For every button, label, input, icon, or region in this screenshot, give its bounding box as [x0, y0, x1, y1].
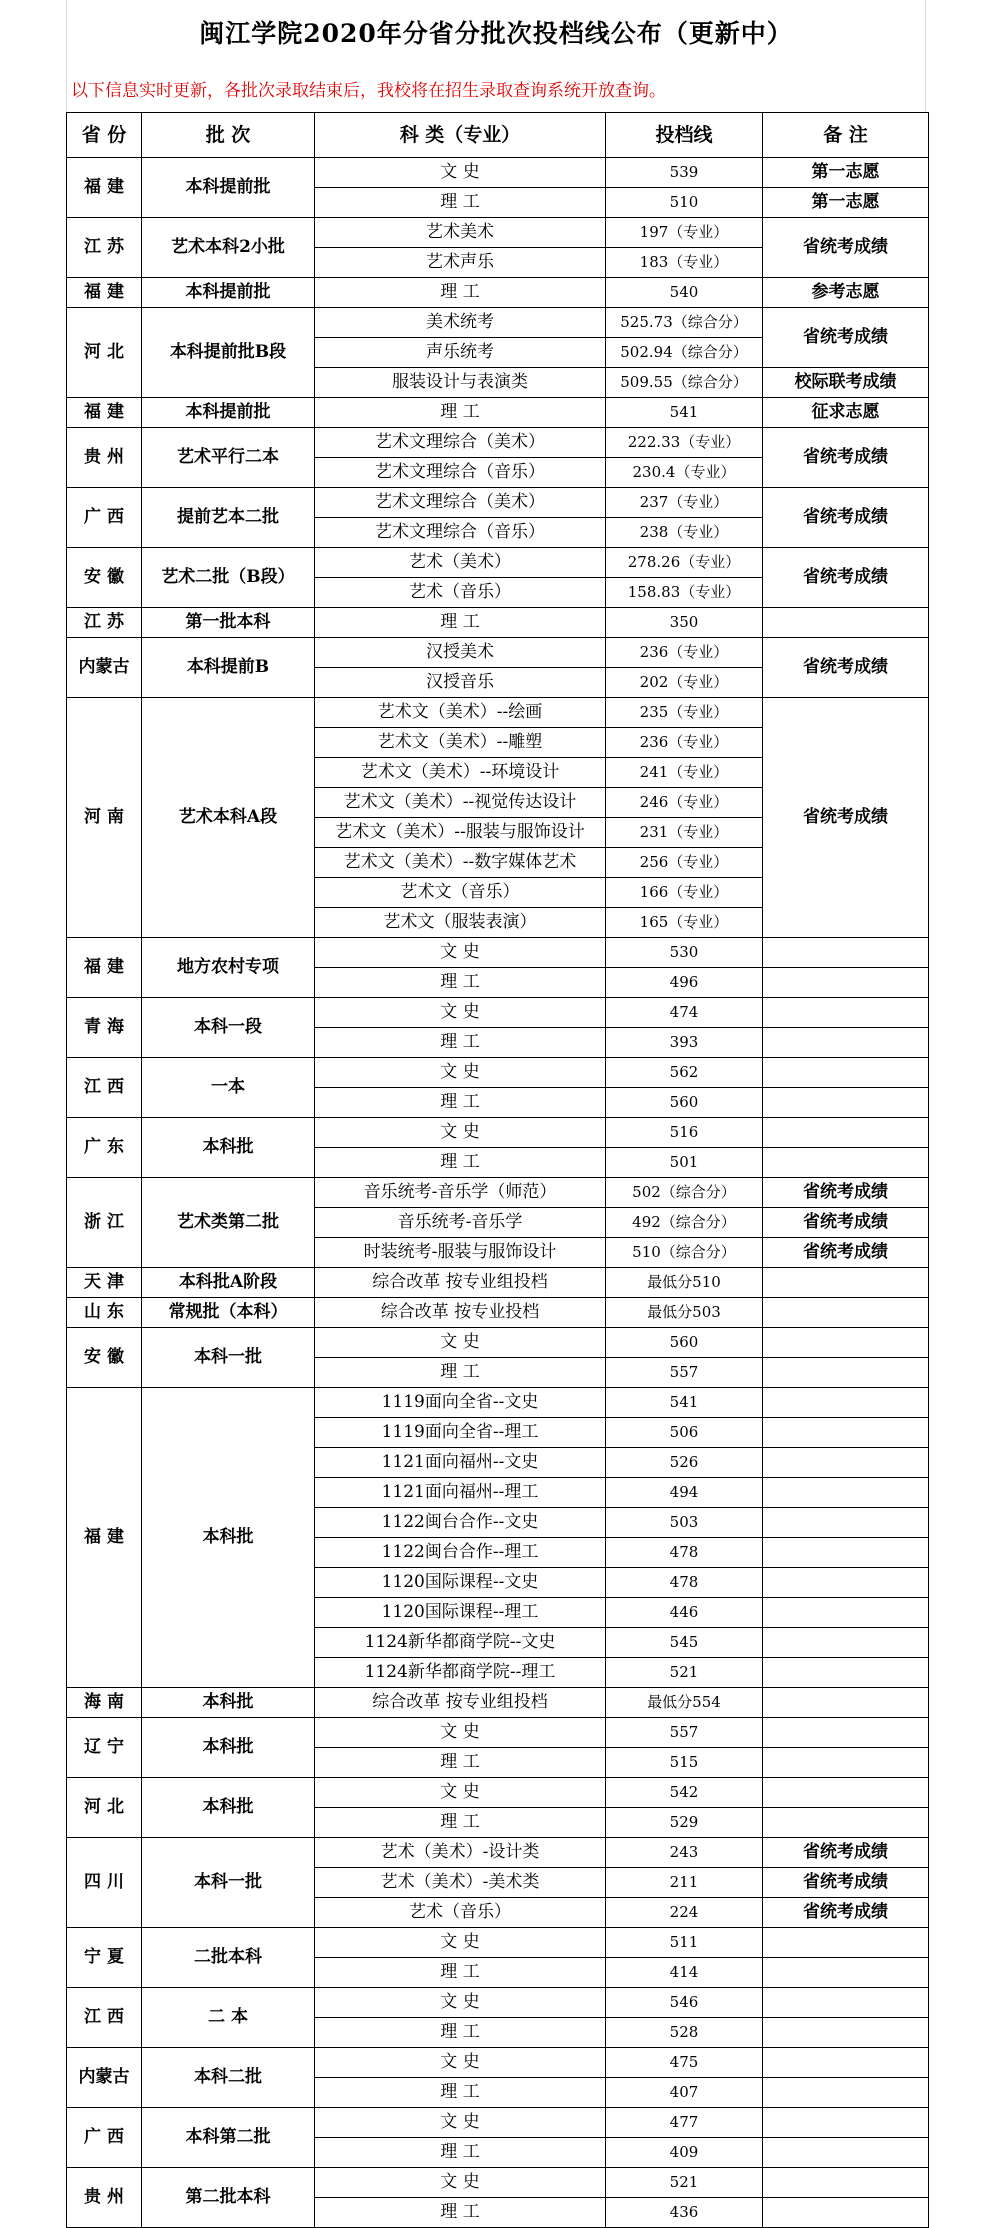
subject-cell: 汉授美术 [315, 638, 606, 668]
remark-cell [763, 998, 929, 1028]
score-cell: 222.33（专业） [606, 428, 763, 458]
batch-cell: 二 本 [142, 1988, 315, 2048]
subject-cell: 理 工 [315, 608, 606, 638]
subject-cell: 1122闽台合作--理工 [315, 1538, 606, 1568]
score-cell: 528 [606, 2018, 763, 2048]
table-row [67, 608, 929, 638]
score-cell: 557 [606, 1358, 763, 1388]
table-row [67, 308, 929, 338]
score-cell: 236（专业） [606, 638, 763, 668]
province-cell: 浙 江 [67, 1178, 142, 1268]
subject-cell: 理 工 [315, 968, 606, 998]
subject-cell: 艺术文（美术）--服装与服饰设计 [315, 818, 606, 848]
header-batch: 批 次 [142, 113, 315, 158]
batch-cell: 本科提前批 [142, 278, 315, 308]
remark-cell [763, 2138, 929, 2168]
batch-cell: 艺术本科2小批 [142, 218, 315, 278]
score-cell: 241（专业） [606, 758, 763, 788]
subject-cell: 文 史 [315, 1718, 606, 1748]
table-row [67, 1268, 929, 1298]
subject-cell: 理 工 [315, 278, 606, 308]
subject-cell: 理 工 [315, 1958, 606, 1988]
subject-cell: 理 工 [315, 1088, 606, 1118]
remark-cell: 第一志愿 [763, 158, 929, 188]
score-cell: 501 [606, 1148, 763, 1178]
subject-cell: 文 史 [315, 1118, 606, 1148]
score-cell: 243 [606, 1838, 763, 1868]
subject-cell: 1120国际课程--文史 [315, 1568, 606, 1598]
score-cell: 529 [606, 1808, 763, 1838]
subject-cell: 理 工 [315, 2138, 606, 2168]
remark-cell: 省统考成绩 [763, 638, 929, 698]
update-notice: 以下信息实时更新，各批次录取结束后，我校将在招生录取查询系统开放查询。 [66, 64, 926, 112]
subject-cell: 文 史 [315, 2168, 606, 2198]
province-cell: 江 西 [67, 1988, 142, 2048]
subject-cell: 1121面向福州--理工 [315, 1478, 606, 1508]
table-row [67, 1688, 929, 1718]
subject-cell: 理 工 [315, 2198, 606, 2228]
remark-cell [763, 1058, 929, 1088]
remark-cell: 校际联考成绩 [763, 368, 929, 398]
batch-cell: 艺术本科A段 [142, 698, 315, 938]
subject-cell: 理 工 [315, 1358, 606, 1388]
remark-cell [763, 1778, 929, 1808]
header-score: 投档线 [606, 113, 763, 158]
batch-cell: 本科一批 [142, 1838, 315, 1928]
subject-cell: 1121面向福州--文史 [315, 1448, 606, 1478]
province-cell: 江 苏 [67, 608, 142, 638]
score-cell: 202（专业） [606, 668, 763, 698]
table-row [67, 488, 929, 518]
score-cell: 541 [606, 1388, 763, 1418]
remark-cell [763, 2108, 929, 2138]
batch-cell: 本科批 [142, 1118, 315, 1178]
remark-cell [763, 1628, 929, 1658]
remark-cell [763, 1508, 929, 1538]
subject-cell: 文 史 [315, 158, 606, 188]
subject-cell: 理 工 [315, 2018, 606, 2048]
province-cell: 河 北 [67, 1778, 142, 1838]
remark-cell [763, 1118, 929, 1148]
score-cell: 165（专业） [606, 908, 763, 938]
score-cell: 546 [606, 1988, 763, 2018]
remark-cell [763, 1388, 929, 1418]
remark-cell [763, 1718, 929, 1748]
subject-cell: 艺术文（美术）--视觉传达设计 [315, 788, 606, 818]
remark-cell [763, 968, 929, 998]
score-cell: 最低分510 [606, 1268, 763, 1298]
province-cell: 青 海 [67, 998, 142, 1058]
score-cell: 158.83（专业） [606, 578, 763, 608]
subject-cell: 综合改革 按专业投档 [315, 1298, 606, 1328]
batch-cell: 本科第二批 [142, 2108, 315, 2168]
score-cell: 496 [606, 968, 763, 998]
admission-score-table [66, 112, 929, 2228]
subject-cell: 1119面向全省--文史 [315, 1388, 606, 1418]
province-cell: 内蒙古 [67, 2048, 142, 2108]
remark-cell: 省统考成绩 [763, 698, 929, 938]
table-row [67, 428, 929, 458]
batch-cell: 艺术平行二本 [142, 428, 315, 488]
score-cell: 最低分554 [606, 1688, 763, 1718]
score-cell: 560 [606, 1328, 763, 1358]
table-row [67, 398, 929, 428]
score-cell: 478 [606, 1568, 763, 1598]
subject-cell: 理 工 [315, 398, 606, 428]
score-cell: 238（专业） [606, 518, 763, 548]
score-cell: 211 [606, 1868, 763, 1898]
remark-cell [763, 1148, 929, 1178]
subject-cell: 文 史 [315, 2108, 606, 2138]
table-row [67, 1778, 929, 1808]
province-cell: 山 东 [67, 1298, 142, 1328]
batch-cell: 本科批 [142, 1388, 315, 1688]
subject-cell: 艺术（美术） [315, 548, 606, 578]
subject-cell: 艺术文理综合（美术） [315, 428, 606, 458]
remark-cell [763, 1268, 929, 1298]
score-cell: 350 [606, 608, 763, 638]
province-cell: 安 徽 [67, 1328, 142, 1388]
remark-cell [763, 1418, 929, 1448]
batch-cell: 本科提前批B段 [142, 308, 315, 398]
page-title: 闽江学院2020年分省分批次投档线公布（更新中） [66, 0, 926, 64]
score-cell: 545 [606, 1628, 763, 1658]
batch-cell: 本科二批 [142, 2048, 315, 2108]
score-cell: 502.94（综合分） [606, 338, 763, 368]
score-cell: 407 [606, 2078, 763, 2108]
header-subject: 科 类（专业） [315, 113, 606, 158]
score-cell: 436 [606, 2198, 763, 2228]
header-province: 省 份 [67, 113, 142, 158]
score-cell: 235（专业） [606, 698, 763, 728]
subject-cell: 艺术声乐 [315, 248, 606, 278]
province-cell: 福 建 [67, 278, 142, 308]
remark-cell: 省统考成绩 [763, 1208, 929, 1238]
province-cell: 福 建 [67, 398, 142, 428]
batch-cell: 第二批本科 [142, 2168, 315, 2228]
score-cell: 510（综合分） [606, 1238, 763, 1268]
remark-cell [763, 1568, 929, 1598]
remark-cell: 参考志愿 [763, 278, 929, 308]
batch-cell: 一本 [142, 1058, 315, 1118]
score-cell: 542 [606, 1778, 763, 1808]
table-row [67, 1298, 929, 1328]
subject-cell: 音乐统考-音乐学 [315, 1208, 606, 1238]
subject-cell: 综合改革 按专业组投档 [315, 1268, 606, 1298]
table-row [67, 1058, 929, 1088]
score-cell: 475 [606, 2048, 763, 2078]
remark-cell: 省统考成绩 [763, 308, 929, 368]
remark-cell: 省统考成绩 [763, 1898, 929, 1928]
score-cell: 224 [606, 1898, 763, 1928]
score-cell: 393 [606, 1028, 763, 1058]
subject-cell: 1124新华都商学院--文史 [315, 1628, 606, 1658]
batch-cell: 本科提前B [142, 638, 315, 698]
batch-cell: 地方农村专项 [142, 938, 315, 998]
score-cell: 511 [606, 1928, 763, 1958]
remark-cell [763, 2048, 929, 2078]
table-row [67, 2168, 929, 2198]
batch-cell: 二批本科 [142, 1928, 315, 1988]
subject-cell: 艺术文理综合（音乐） [315, 458, 606, 488]
table-row [67, 1178, 929, 1208]
score-cell: 502（综合分） [606, 1178, 763, 1208]
subject-cell: 理 工 [315, 1748, 606, 1778]
score-cell: 521 [606, 1658, 763, 1688]
subject-cell: 艺术文（美术）--雕塑 [315, 728, 606, 758]
subject-cell: 理 工 [315, 1148, 606, 1178]
remark-cell [763, 1658, 929, 1688]
table-row [67, 638, 929, 668]
subject-cell: 声乐统考 [315, 338, 606, 368]
province-cell: 福 建 [67, 158, 142, 218]
subject-cell: 艺术文（音乐） [315, 878, 606, 908]
province-cell: 天 津 [67, 1268, 142, 1298]
remark-cell [763, 1598, 929, 1628]
score-cell: 166（专业） [606, 878, 763, 908]
province-cell: 福 建 [67, 938, 142, 998]
remark-cell: 省统考成绩 [763, 548, 929, 608]
remark-cell: 省统考成绩 [763, 488, 929, 548]
score-cell: 541 [606, 398, 763, 428]
subject-cell: 艺术（美术）-设计类 [315, 1838, 606, 1868]
table-row [67, 278, 929, 308]
batch-cell: 本科一段 [142, 998, 315, 1058]
score-cell: 231（专业） [606, 818, 763, 848]
batch-cell: 本科批 [142, 1688, 315, 1718]
table-row [67, 1988, 929, 2018]
subject-cell: 艺术文（服装表演） [315, 908, 606, 938]
batch-cell: 第一批本科 [142, 608, 315, 638]
table-row [67, 998, 929, 1028]
table-row [67, 2048, 929, 2078]
subject-cell: 文 史 [315, 1988, 606, 2018]
province-cell: 内蒙古 [67, 638, 142, 698]
score-cell: 509.55（综合分） [606, 368, 763, 398]
remark-cell [763, 1448, 929, 1478]
remark-cell: 省统考成绩 [763, 1838, 929, 1868]
batch-cell: 本科提前批 [142, 398, 315, 428]
score-cell: 530 [606, 938, 763, 968]
batch-cell: 提前艺本二批 [142, 488, 315, 548]
batch-cell: 常规批（本科） [142, 1298, 315, 1328]
score-cell: 237（专业） [606, 488, 763, 518]
score-cell: 478 [606, 1538, 763, 1568]
table-row [67, 158, 929, 188]
score-cell: 183（专业） [606, 248, 763, 278]
score-cell: 409 [606, 2138, 763, 2168]
remark-cell: 省统考成绩 [763, 1178, 929, 1208]
subject-cell: 理 工 [315, 1808, 606, 1838]
table-row [67, 1328, 929, 1358]
subject-cell: 文 史 [315, 2048, 606, 2078]
remark-cell: 省统考成绩 [763, 1868, 929, 1898]
table-row [67, 698, 929, 728]
subject-cell: 艺术文（美术）--数字媒体艺术 [315, 848, 606, 878]
score-cell: 557 [606, 1718, 763, 1748]
remark-cell: 征求志愿 [763, 398, 929, 428]
batch-cell: 艺术类第二批 [142, 1178, 315, 1268]
score-cell: 521 [606, 2168, 763, 2198]
subject-cell: 服装设计与表演类 [315, 368, 606, 398]
remark-cell [763, 1988, 929, 2018]
header-remark: 备 注 [763, 113, 929, 158]
batch-cell: 本科批A阶段 [142, 1268, 315, 1298]
province-cell: 广 东 [67, 1118, 142, 1178]
province-cell: 四 川 [67, 1838, 142, 1928]
subject-cell: 艺术文理综合（音乐） [315, 518, 606, 548]
table-row [67, 1388, 929, 1418]
score-cell: 515 [606, 1748, 763, 1778]
province-cell: 河 北 [67, 308, 142, 398]
remark-cell [763, 1088, 929, 1118]
remark-cell [763, 1298, 929, 1328]
score-cell: 414 [606, 1958, 763, 1988]
score-cell: 197（专业） [606, 218, 763, 248]
batch-cell: 本科一批 [142, 1328, 315, 1388]
remark-cell [763, 1478, 929, 1508]
remark-cell: 省统考成绩 [763, 218, 929, 278]
subject-cell: 艺术（音乐） [315, 578, 606, 608]
score-cell: 539 [606, 158, 763, 188]
remark-cell [763, 938, 929, 968]
subject-cell: 汉授音乐 [315, 668, 606, 698]
score-cell: 510 [606, 188, 763, 218]
province-cell: 贵 州 [67, 2168, 142, 2228]
subject-cell: 文 史 [315, 1928, 606, 1958]
subject-cell: 文 史 [315, 998, 606, 1028]
table-row [67, 938, 929, 968]
remark-cell [763, 2168, 929, 2198]
subject-cell: 文 史 [315, 1778, 606, 1808]
remark-cell [763, 1328, 929, 1358]
score-cell: 525.73（综合分） [606, 308, 763, 338]
remark-cell [763, 1748, 929, 1778]
subject-cell: 理 工 [315, 188, 606, 218]
subject-cell: 1124新华都商学院--理工 [315, 1658, 606, 1688]
table-row [67, 1718, 929, 1748]
batch-cell: 艺术二批（B段） [142, 548, 315, 608]
remark-cell [763, 1928, 929, 1958]
subject-cell: 文 史 [315, 1058, 606, 1088]
remark-cell [763, 608, 929, 638]
subject-cell: 艺术（美术）-美术类 [315, 1868, 606, 1898]
score-cell: 246（专业） [606, 788, 763, 818]
remark-cell: 第一志愿 [763, 188, 929, 218]
score-cell: 526 [606, 1448, 763, 1478]
subject-cell: 艺术文（美术）--环境设计 [315, 758, 606, 788]
subject-cell: 音乐统考-音乐学（师范） [315, 1178, 606, 1208]
subject-cell: 理 工 [315, 1028, 606, 1058]
subject-cell: 美术统考 [315, 308, 606, 338]
table-header-row [67, 113, 929, 158]
score-cell: 516 [606, 1118, 763, 1148]
province-cell: 海 南 [67, 1688, 142, 1718]
province-cell: 辽 宁 [67, 1718, 142, 1778]
remark-cell [763, 1538, 929, 1568]
subject-cell: 艺术（音乐） [315, 1898, 606, 1928]
subject-cell: 艺术文（美术）--绘画 [315, 698, 606, 728]
subject-cell: 1119面向全省--理工 [315, 1418, 606, 1448]
subject-cell: 文 史 [315, 938, 606, 968]
remark-cell [763, 2078, 929, 2108]
province-cell: 安 徽 [67, 548, 142, 608]
subject-cell: 艺术文理综合（美术） [315, 488, 606, 518]
province-cell: 贵 州 [67, 428, 142, 488]
remark-cell [763, 2198, 929, 2228]
subject-cell: 艺术美术 [315, 218, 606, 248]
table-row [67, 548, 929, 578]
table-body [67, 158, 929, 2228]
remark-cell [763, 1028, 929, 1058]
province-cell: 广 西 [67, 488, 142, 548]
subject-cell: 1120国际课程--理工 [315, 1598, 606, 1628]
table-row [67, 1118, 929, 1148]
score-cell: 503 [606, 1508, 763, 1538]
score-cell: 494 [606, 1478, 763, 1508]
remark-cell: 省统考成绩 [763, 428, 929, 488]
batch-cell: 本科批 [142, 1718, 315, 1778]
score-cell: 477 [606, 2108, 763, 2138]
remark-cell: 省统考成绩 [763, 1238, 929, 1268]
score-cell: 506 [606, 1418, 763, 1448]
subject-cell: 综合改革 按专业组投档 [315, 1688, 606, 1718]
table-row [67, 1838, 929, 1868]
score-cell: 562 [606, 1058, 763, 1088]
table-row [67, 2108, 929, 2138]
province-cell: 广 西 [67, 2108, 142, 2168]
subject-cell: 1122闽台合作--文史 [315, 1508, 606, 1538]
score-cell: 256（专业） [606, 848, 763, 878]
score-cell: 236（专业） [606, 728, 763, 758]
remark-cell [763, 1958, 929, 1988]
score-cell: 540 [606, 278, 763, 308]
remark-cell [763, 1358, 929, 1388]
province-cell: 宁 夏 [67, 1928, 142, 1988]
subject-cell: 文 史 [315, 1328, 606, 1358]
score-cell: 474 [606, 998, 763, 1028]
remark-cell [763, 1688, 929, 1718]
score-cell: 最低分503 [606, 1298, 763, 1328]
province-cell: 江 苏 [67, 218, 142, 278]
batch-cell: 本科批 [142, 1778, 315, 1838]
score-cell: 278.26（专业） [606, 548, 763, 578]
remark-cell [763, 1808, 929, 1838]
table-row [67, 218, 929, 248]
province-cell: 福 建 [67, 1388, 142, 1688]
score-cell: 446 [606, 1598, 763, 1628]
batch-cell: 本科提前批 [142, 158, 315, 218]
score-cell: 492（综合分） [606, 1208, 763, 1238]
table-row [67, 1928, 929, 1958]
province-cell: 河 南 [67, 698, 142, 938]
subject-cell: 时装统考-服装与服饰设计 [315, 1238, 606, 1268]
remark-cell [763, 2018, 929, 2048]
province-cell: 江 西 [67, 1058, 142, 1118]
score-cell: 230.4（专业） [606, 458, 763, 488]
subject-cell: 理 工 [315, 2078, 606, 2108]
score-cell: 560 [606, 1088, 763, 1118]
